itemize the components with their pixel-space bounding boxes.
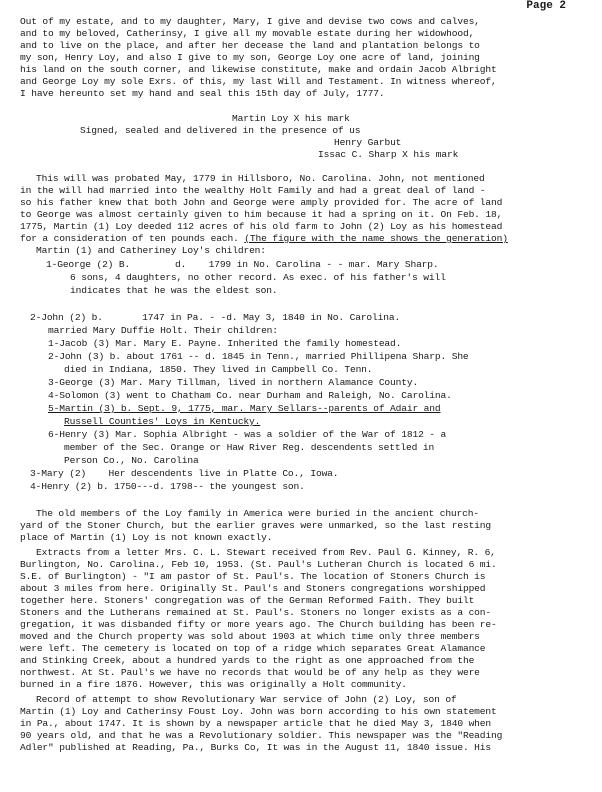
signer-mark: Martin Loy X his mark [232,113,350,124]
will-line-2: and to my beloved, Catherinsy, I give all my movable estate during her widowhood, [20,28,475,39]
child4-line: 4-Henry (2) b. 1750---d. 1798-- the youngest son. [30,481,305,492]
witness-2: Issac C. Sharp X his mark [318,149,459,160]
child2-line-8: 5-Martin (3) b. Sept. 9, 1775, mar. Mary Sellars--parents of Adair and [48,403,441,414]
record-line-1: Record of attempt to show Revolutionary War service of John (2) Loy, son of [36,694,457,705]
record-line-2: Martin (1) Loy and Catherinsy Foust Loy. John was born according to his own statement [20,706,497,717]
generation-note: (The figure with the name shows the generation) [244,233,508,244]
extract-line-6: Stoners and the Lutherans remained at St. Paul's. Stoners no longer exists as a con- [20,607,492,618]
page-number: Page 2 [526,0,566,12]
extract-line-8: moved and the Church property was sold about 1903 at which time only three members [20,631,480,642]
burial-line-1: The old members of the Loy family in America were buried in the ancient church- [36,508,479,519]
record-line-4: 90 years old, and that he was a Revolutionary soldier. This newspaper was the "Reading [20,730,503,741]
will-line-6: and George Loy my sole Exrs. of this, my last Will and Testament. In witness whereof, [20,76,497,87]
child1-line-1: 1-George (2) B. d. 1799 in No. Carolina - - mar. Mary Sharp. [46,259,439,270]
burial-line-2: yard of the Stoner Church, but the earlier graves were unmarked, so the last resting [20,520,492,531]
child2-line-4: 2-John (3) b. about 1761 -- d. 1845 in Tenn., married Phillipena Sharp. She [48,351,469,362]
probate-line-4: to George was almost certainly given to him because it had a spring on it. On Feb. 18, [20,209,503,220]
extract-line-1: Extracts from a letter Mrs. C. L. Stewart received from Rev. Paul G. Kinney, R. 6, [36,547,496,558]
child2-line-5: died in Indiana, 1850. They lived in Campbell Co. Tenn. [64,364,373,375]
extract-line-12: burned in a fire 1876. However, this was originally a Holt community. [20,679,407,690]
child3-line: 3-Mary (2) Her descendents live in Platte Co., Iowa. [30,468,339,479]
will-line-4: my son, Henry Loy, and also I give to my son, George Loy one acre of land, joining [20,52,480,63]
extract-line-4: about 3 miles from here. Originally St. Paul's and Stoners congregations worshipped [20,583,486,594]
probate-line-2: in the will had married into the wealthy Holt Family and had a great deal of land - [20,185,486,196]
extract-line-3: S.E. of Burlington) - "I am pastor of St. Paul's. The location of Stoners Church is [20,571,486,582]
extract-line-5: together here. Stoners' congregation was of the German Reformed Faith. They built [20,595,475,606]
probate-line-5: 1775, Martin (1) Loy deeded 112 acres of his old farm to John (2) Loy as his homestead [20,221,503,232]
child2-line-11: member of the Sec. Orange or Haw River Reg. descendents settled in [64,442,435,453]
probate-line-6 [20,233,508,245]
child2-line-2: married Mary Duffie Holt. Their children: [48,325,278,336]
witness-statement: Signed, sealed and delivered in the presence of us [80,125,361,136]
child2-line-3: 1-Jacob (3) Mar. Mary E. Payne. Inherited the family homestead. [48,338,402,349]
record-line-5: Adler" published at Reading, Pa., Burks Co, It was in the August 11, 1840 issue. His [20,742,492,753]
child1-line-3: indicates that he was the eldest son. [70,285,278,296]
children-heading: Martin (1) and Catheriney Loy's children: [36,245,266,256]
extract-line-7: gregation, it was disbanded fifty or more years ago. The Church building has been re- [20,619,497,630]
child2-line-1: 2-John (2) b. 1747 in Pa. - -d. May 3, 1840 in No. Carolina. [30,312,401,323]
extract-line-9: were left. The cemetery is located on top of a ridge which separates Great Alamance [20,643,486,654]
extract-line-2: Burlington, No. Carolina., Feb 10, 1953. (St. Paul's Lutheran Church is located 6 mi. [20,559,497,570]
child1-line-2: 6 sons, 4 daughters, no other record. As exec. of his father's will [70,272,446,283]
child2-line-9: Russell Counties' Loys in Kentucky. [64,416,261,427]
child2-line-10: 6-Henry (3) Mar. Sophia Albright - was a soldier of the War of 1812 - a [48,429,447,440]
probate-line-6-text: for a consideration of ten pounds each. [20,233,239,244]
probate-line-3: so his father knew that both John and George were amply provided for. The acre of land [20,197,503,208]
probate-line-1: This will was probated May, 1779 in Hillsboro, No. Carolina. John, not mentioned [36,173,485,184]
will-line-3: and to live on the place, and after her decease the land and plantation belongs to [20,40,480,51]
child2-line-7: 4-Solomon (3) went to Chatham Co. near Durham and Raleigh, No. Carolina. [48,390,452,401]
child2-line-12: Person Co., No. Carolina [64,455,199,466]
will-line-7: I have hereunto set my hand and seal this 15th day of July, 1777. [20,88,385,99]
witness-1: Henry Garbut [334,137,402,148]
extract-line-11: northwest. At St. Paul's we have no records that would be of any help as they were [20,667,480,678]
child2-line-6: 3-George (3) Mar. Mary Tillman, lived in northern Alamance County. [48,377,419,388]
will-line-1: Out of my estate, and to my daughter, Mary, I give and devise two cows and calves, [20,16,480,27]
extract-line-10: and Stinking Creek, about a hundred yards to the right as one approached from the [20,655,475,666]
will-line-5: his land on the south corner, and likewise constitute, make and ordain Jacob Albright [20,64,497,75]
burial-line-3: place of Martin (1) Loy is not known exactly. [20,532,273,543]
record-line-3: in Pa., about 1747. It is shown by a newspaper article that he died May 3, 1840 when [20,718,492,729]
